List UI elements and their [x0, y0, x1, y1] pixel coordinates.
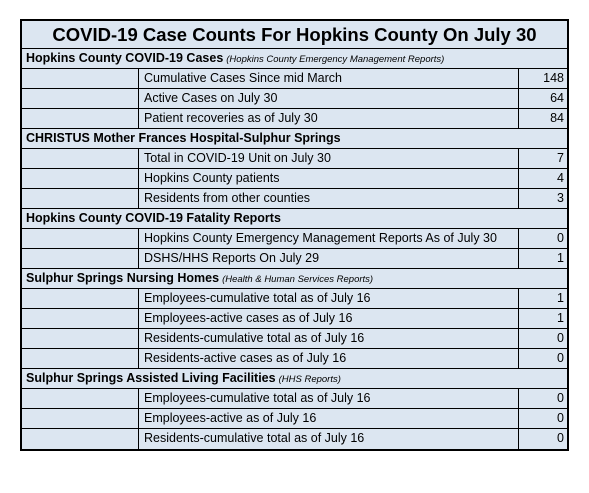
row-label: Employees-cumulative total as of July 16 [139, 389, 519, 408]
row-value: 1 [557, 311, 564, 325]
row-value: 0 [557, 351, 564, 365]
section-header [22, 369, 567, 389]
table-row [22, 229, 567, 249]
table-row [22, 69, 567, 89]
indent-cell [22, 229, 139, 248]
row-value: 0 [557, 391, 564, 405]
indent-cell [22, 109, 139, 128]
row-value: 0 [557, 431, 564, 445]
table-row [22, 349, 567, 369]
indent-cell [22, 389, 139, 408]
row-label: Total in COVID-19 Unit on July 30 [139, 149, 519, 168]
indent-cell [22, 349, 139, 368]
section-header-label: Hopkins County COVID-19 Fatality Reports [26, 211, 281, 225]
table-row [22, 429, 567, 449]
section-header-label: CHRISTUS Mother Frances Hospital-Sulphur Springs [26, 131, 341, 145]
row-value: 0 [557, 231, 564, 245]
covid-case-table [20, 19, 569, 451]
section-assisted-living [22, 369, 567, 449]
section-fatality-reports [22, 209, 567, 269]
section-header-note: (Health & Human Services Reports) [222, 274, 374, 285]
row-label: Hopkins County patients [139, 169, 519, 188]
row-label: Residents from other counties [139, 189, 519, 208]
table-row [22, 289, 567, 309]
row-value: 0 [557, 411, 564, 425]
table-row [22, 389, 567, 409]
section-header [22, 49, 567, 69]
table-row [22, 169, 567, 189]
section-header-note: (Hopkins County Emergency Management Reports) [226, 54, 445, 65]
row-label: Residents-cumulative total as of July 16 [139, 329, 519, 348]
row-label: Active Cases on July 30 [139, 89, 519, 108]
row-value: 4 [557, 171, 564, 185]
row-value: 3 [557, 191, 564, 205]
row-label: Hopkins County Emergency Management Reports As of July 30 [139, 229, 519, 248]
indent-cell [22, 249, 139, 268]
indent-cell [22, 89, 139, 108]
indent-cell [22, 309, 139, 328]
row-value: 148 [543, 71, 564, 85]
section-header-note: (HHS Reports) [278, 374, 341, 385]
indent-cell [22, 69, 139, 88]
indent-cell [22, 409, 139, 428]
indent-cell [22, 329, 139, 348]
indent-cell [22, 189, 139, 208]
row-label: Employees-active cases as of July 16 [139, 309, 519, 328]
row-value: 1 [557, 291, 564, 305]
table-row [22, 409, 567, 429]
section-header-label: Sulphur Springs Assisted Living Facilities [26, 371, 276, 385]
indent-cell [22, 289, 139, 308]
section-nursing-homes [22, 269, 567, 369]
row-label: DSHS/HHS Reports On July 29 [139, 249, 519, 268]
row-value: 0 [557, 331, 564, 345]
row-label: Employees-active as of July 16 [139, 409, 519, 428]
section-christus-hospital [22, 129, 567, 209]
table-row [22, 149, 567, 169]
section-header [22, 129, 567, 149]
row-value: 64 [550, 91, 564, 105]
table-title: COVID-19 Case Counts For Hopkins County On July 30 [22, 21, 567, 49]
row-label: Residents-cumulative total as of July 16 [139, 429, 519, 449]
table-row [22, 89, 567, 109]
row-label: Patient recoveries as of July 30 [139, 109, 519, 128]
row-value: 7 [557, 151, 564, 165]
row-value: 1 [557, 251, 564, 265]
section-header-label: Hopkins County COVID-19 Cases [26, 51, 224, 65]
section-header [22, 269, 567, 289]
row-value: 84 [550, 111, 564, 125]
indent-cell [22, 149, 139, 168]
table-row [22, 189, 567, 209]
row-label: Residents-active cases as of July 16 [139, 349, 519, 368]
table-row [22, 309, 567, 329]
row-label: Cumulative Cases Since mid March [139, 69, 519, 88]
table-row [22, 249, 567, 269]
row-label: Employees-cumulative total as of July 16 [139, 289, 519, 308]
indent-cell [22, 169, 139, 188]
section-header [22, 209, 567, 229]
table-row [22, 109, 567, 129]
table-row [22, 329, 567, 349]
section-hopkins-cases [22, 49, 567, 129]
section-header-label: Sulphur Springs Nursing Homes [26, 271, 220, 285]
indent-cell [22, 429, 139, 449]
